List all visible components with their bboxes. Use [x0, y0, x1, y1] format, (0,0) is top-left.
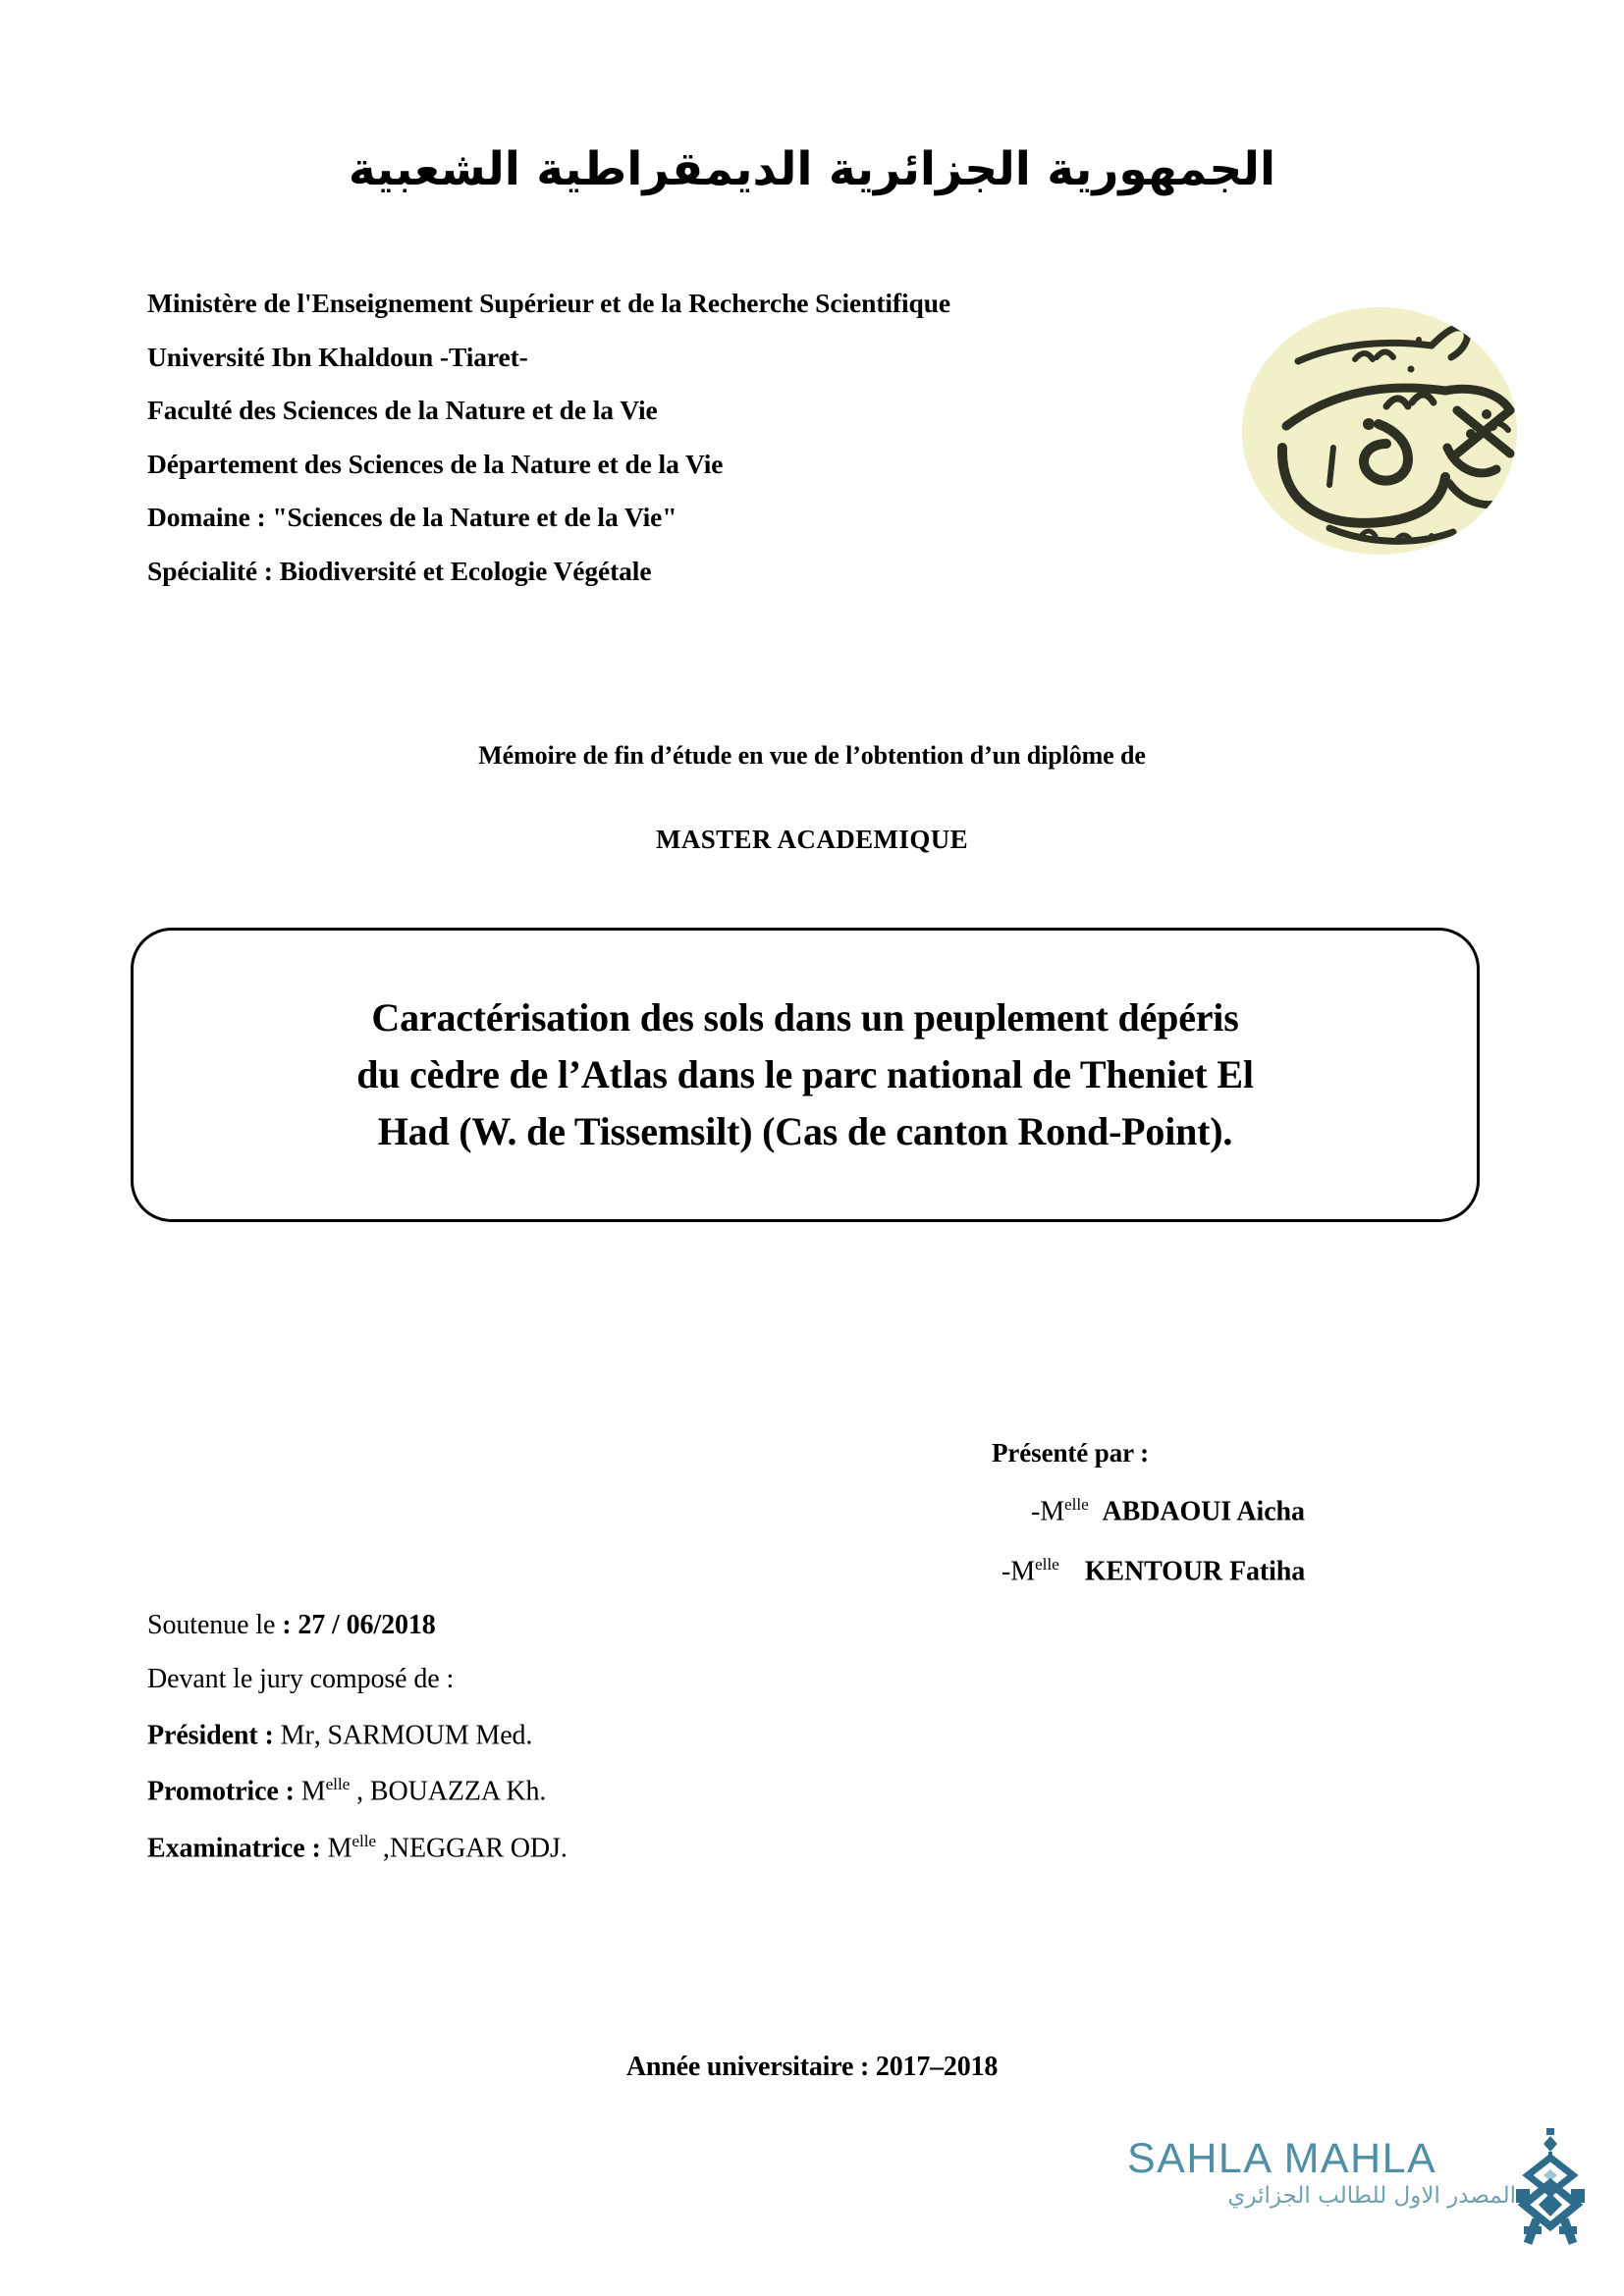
jury-examiner-line: [147, 1833, 1031, 1862]
institution-block: [147, 290, 1149, 611]
student-1-prefix: -M: [1031, 1496, 1065, 1527]
university-seal-logo: [1239, 300, 1520, 561]
jury-examiner-honorific: M: [327, 1832, 352, 1863]
watermark-text-block: [1127, 2135, 1520, 2209]
presented-by-block: [992, 1438, 1542, 1588]
jury-examiner-name: ,NEGGAR ODJ.: [376, 1832, 568, 1863]
thesis-title-line-3: Had (W. de Tissemsilt) (Cas de canton Rond-Point).: [377, 1109, 1233, 1153]
presented-by-label: Présenté par :: [992, 1438, 1150, 1468]
arabic-republic-heading: الجمهورية الجزائرية الديمقراطية الشعبية: [348, 142, 1276, 196]
student-2-honorific-sup: elle: [1035, 1555, 1059, 1575]
defense-date-label: Soutenue le: [147, 1610, 283, 1640]
jury-examiner-role: Examinatrice :: [147, 1832, 321, 1863]
berber-diamond-emblem-icon: [1508, 2128, 1593, 2246]
jury-president-role: Président :: [147, 1720, 274, 1751]
thesis-title-line-2: du cèdre de l’Atlas dans le parc national de Theniet El: [356, 1052, 1254, 1096]
institution-line-faculty: Faculté des Sciences de la Nature et de la Vie: [147, 395, 658, 425]
thesis-title-line-1: Caractérisation des sols dans un peuplement dépéris: [371, 995, 1239, 1040]
institution-line-ministry: Ministère de l'Enseignement Supérieur et de la Recherche Scientifique: [147, 288, 951, 318]
jury-supervisor-line: [147, 1776, 1031, 1805]
jury-supervisor-role: Promotrice :: [147, 1776, 295, 1807]
jury-president-line: [147, 1720, 1031, 1749]
jury-president-name: , SARMOUM Med.: [313, 1720, 533, 1751]
institution-line-university: Université Ibn Khaldoun -Tiaret-: [147, 341, 528, 372]
institution-line-domain: Domaine : "Sciences de la Nature et de la Vie": [147, 502, 677, 532]
defense-date-colon: :: [282, 1610, 298, 1640]
institution-line-specialty: Spécialité : Biodiversité et Ecologie Végétale: [147, 555, 652, 586]
jury-president-honorific: Mr: [280, 1720, 314, 1751]
jury-supervisor-honorific: M: [300, 1776, 326, 1807]
defense-date-value: 27 / 06/2018: [298, 1610, 436, 1640]
defense-jury-block: [147, 1612, 1031, 1889]
student-2-fullname: KENTOUR Fatiha: [1084, 1556, 1306, 1587]
student-2-prefix: -M: [1001, 1556, 1036, 1587]
thesis-title-box: [131, 928, 1480, 1222]
watermark-arabic-tagline: المصدر الاول للطالب الجزائري: [1227, 2183, 1516, 2209]
defense-date-line: [147, 1612, 1031, 1639]
student-name-1: [1031, 1495, 1542, 1527]
watermark-brand-title: SAHLA MAHLA: [1127, 2135, 1437, 2182]
institution-line-department: Département des Sciences de la Nature et de la Vie: [147, 448, 724, 479]
jury-intro-line: Devant le jury composé de :: [147, 1664, 455, 1694]
student-name-2: [1001, 1555, 1542, 1587]
student-1-honorific-sup: elle: [1064, 1495, 1089, 1514]
academic-year-line: Année universitaire : 2017–2018: [625, 2052, 999, 2082]
jury-examiner-sup: elle: [352, 1831, 377, 1850]
student-1-fullname: ABDAOUI Aicha: [1102, 1496, 1305, 1527]
jury-supervisor-sup: elle: [325, 1775, 351, 1794]
sahla-mahla-watermark: [1127, 2135, 1589, 2266]
degree-title: MASTER ACADEMIQUE: [655, 825, 969, 854]
memoire-statement: Mémoire de fin d’étude en vue de l’obtention d’un diplôme de: [478, 741, 1146, 770]
jury-supervisor-name: , BOUAZZA Kh.: [350, 1776, 547, 1807]
